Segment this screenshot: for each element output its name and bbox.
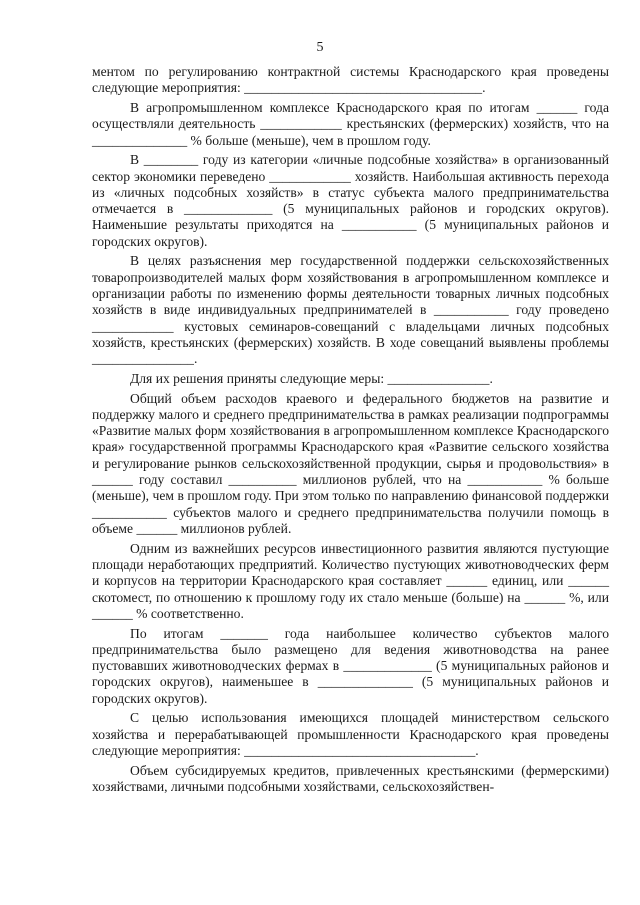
paragraph-continuation: ментом по регулированию контрактной системы Краснодарского края проведены следующие мероприятия: ___________________________________. [92, 64, 609, 96]
paragraph-seminars: В целях разъяснения мер государственной поддержки сельскохозяйственных товаропроизводителей малых форм хозяйствования в агропромышленном комплексе и организации работы по изменению формы деятельности товарных личных подсобных хозяйств в виде индивидуальных предпринимателей в ___________ году проведено ____________ кустовых семинаров-совещаний с владельцами личных подсобных хозяйств, крестьянских (фермерских) хозяйств. В ходе совещаний выявлены проблемы _______________. [92, 253, 609, 367]
paragraph-household-transfer: В ________ году из категории «личные подсобные хозяйства» в организованный сектор экономики переведено ____________ хозяйств. Наибольшая активность перехода из «личных подсобных хозяйств» в статус субъекта малого предпринимательства отмечается в _____________ (5 муниципальных районов и городских округов). Наименьшие результаты приходятся на ___________ (5 муниципальных районов и городских округов). [92, 152, 609, 249]
paragraph-farm-placement: По итогам _______ года наибольшее количество субъектов малого предпринимательства было размещено для ведения животноводства на ранее пустовавших животноводческих фермах в _____________ (5 муниципальных районов и городских округов), наименьшее в ______________ (5 муниципальных районов и городских округов). [92, 625, 609, 706]
paragraph-measures: Для их решения приняты следующие меры: _______________. [130, 370, 493, 386]
paragraph-budget: Общий объем расходов краевого и федерального бюджетов на развитие и поддержку малого и среднего предпринимательства в рамках реализации подпрограммы «Развитие малых форм хозяйствования в агропромышленном комплексе Краснодарского края» государственной программы Краснодарского края «Развитие сельского хозяйства и регулирование рынков сельскохозяйственной продукции, сырья и продовольствия» в ______ году составил __________ миллионов рублей, что на ___________ % больше (меньше), чем в прошлом году. При этом только по направлению финансовой поддержки ___________ субъектов малого и среднего предпринимательства получили помощь в объеме ______ миллионов рублей. [92, 390, 609, 536]
paragraph-farm-count: В агропромышленном комплексе Краснодарского края по итогам ______ года осуществляли деятельность ____________ крестьянских (фермерских) хозяйств, что на ______________ % больше (меньше), чем в прошлом году. [92, 99, 609, 148]
paragraph-empty-farms: Одним из важнейших ресурсов инвестиционного развития являются пустующие площади неработающих предприятий. Количество пустующих животноводческих ферм и корпусов на территории Краснодарского края составляет ______ единиц, или ______ скотомест, по отношению к прошлому году их стало меньше (больше) на ______ %, или ______ % соответственно. [92, 540, 609, 621]
page-number: 5 [316, 40, 324, 55]
document-body [92, 64, 609, 799]
paragraph-credits: Объем субсидируемых кредитов, привлеченных крестьянскими (фермерскими) хозяйствами, личными подсобными хозяйствами, сельскохозяйствен- [92, 762, 609, 794]
paragraph-area-usage: С целью использования имеющихся площадей министерством сельского хозяйства и перерабатывающей промышленности Краснодарского края проведены следующие мероприятия: __________________________________. [92, 710, 609, 758]
